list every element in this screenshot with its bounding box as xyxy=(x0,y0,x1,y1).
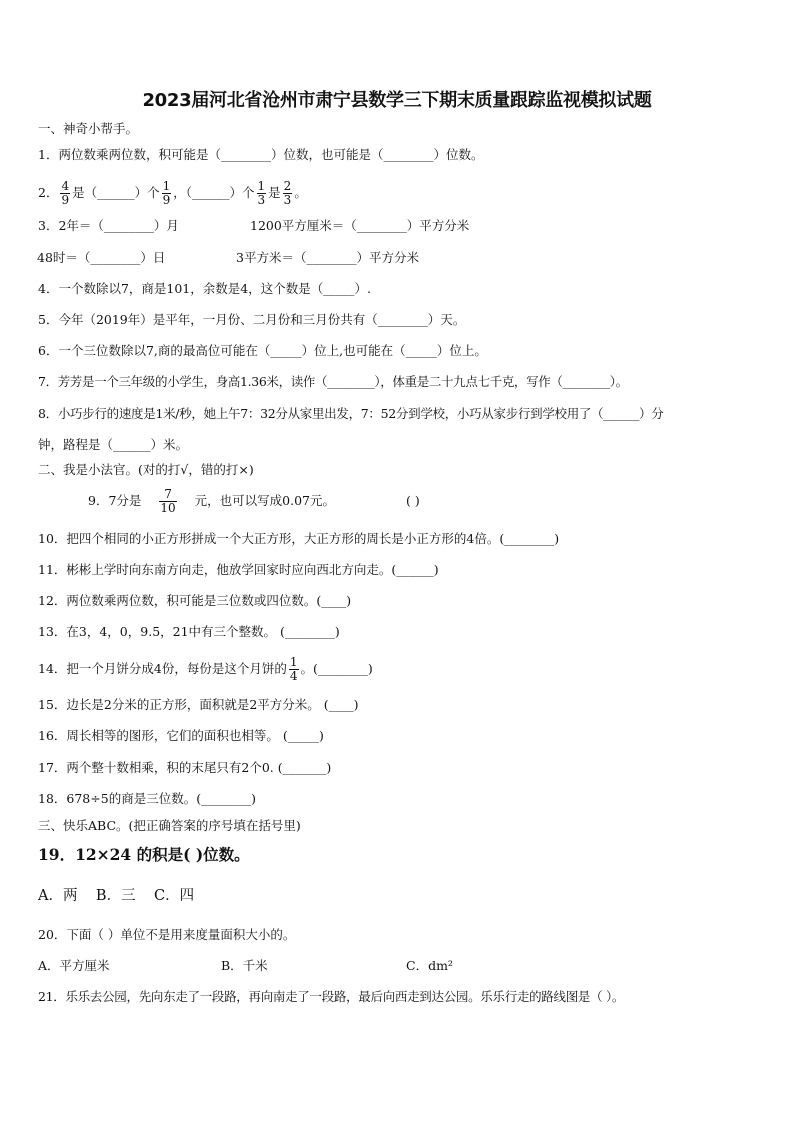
question-8-line-2: 钟，路程是（______）米。 xyxy=(38,437,189,452)
q9-answer: ( ) xyxy=(406,493,420,508)
option-a: A．平方厘米 xyxy=(38,958,110,973)
question-3-row-2 xyxy=(38,250,764,266)
fraction-1-9 xyxy=(162,180,172,207)
section-3-heading: 三、快乐ABC。(把正确答案的序号填在括号里) xyxy=(38,818,301,833)
question-14 xyxy=(38,652,764,686)
question-12: 12．两位数乘两位数，积可能是三位数或四位数。(____) xyxy=(38,593,352,608)
q9-text-b: 元，也可以写成0.07元。 xyxy=(194,493,335,508)
question-18: 18．678÷5的商是三位数。(________) xyxy=(38,791,256,806)
denominator: 3 xyxy=(257,193,266,207)
question-5: 5．今年（2019年）是平年，一月份、二月份和三月份共有（________）天。 xyxy=(38,312,466,327)
fraction-1-4 xyxy=(289,656,299,683)
numerator: 1 xyxy=(289,655,298,669)
section-1-heading: 一、神奇小帮手。 xyxy=(38,121,139,136)
question-1: 1．两位数乘两位数，积可能是（________）位数，也可能是（________）位数。 xyxy=(38,147,484,162)
numerator: 1 xyxy=(257,179,266,193)
denominator: 4 xyxy=(289,669,298,683)
denominator: 9 xyxy=(61,193,70,207)
option-c: C．dm² xyxy=(406,958,453,973)
question-4: 4．一个数除以7，商是101，余数是4，这个数是（_____）. xyxy=(38,281,371,296)
q3-part-b: 1200平方厘米＝（________）平方分米 xyxy=(250,218,470,233)
question-15: 15．边长是2分米的正方形，面积就是2平方分米。 (____) xyxy=(38,697,359,712)
question-13: 13．在3，4，0，9.5，21中有三个整数。 (________) xyxy=(38,624,340,639)
q3-part-c: 48时＝（________）日 xyxy=(37,250,166,265)
q14-text-a: 14．把一个月饼分成4份，每份是这个月饼的 xyxy=(38,661,287,676)
numerator: 1 xyxy=(162,179,171,193)
question-21: 21．乐乐去公园，先向东走了一段路，再向南走了一段路，最后向西走到达公园。乐乐行走的路线图是（ ）。 xyxy=(38,989,625,1004)
fraction-1-3 xyxy=(257,180,267,207)
question-17: 17．两个整十数相乘，积的末尾只有2个0. (_______) xyxy=(38,760,332,775)
question-20: 20．下面（ ）单位不是用来度量面积大小的。 xyxy=(38,927,296,942)
q3-part-d: 3平方米＝（________）平方分米 xyxy=(236,250,419,265)
q2-text-a: 是（______）个 xyxy=(72,185,160,200)
option-b: B．千米 xyxy=(221,958,268,973)
question-2 xyxy=(38,176,764,210)
q2-text-b: ，（______）个 xyxy=(173,185,255,200)
numerator: 7 xyxy=(164,487,172,501)
fraction-4-9 xyxy=(60,180,70,207)
numerator: 4 xyxy=(61,179,70,193)
question-9 xyxy=(88,484,764,518)
question-11: 11．彬彬上学时向东南方向走，他放学回家时应向西北方向走。(______) xyxy=(38,562,439,577)
denominator: 10 xyxy=(160,501,176,515)
question-19-options: A．两 B．三 C．四 xyxy=(38,888,195,904)
q2-end: 。 xyxy=(294,185,307,200)
q14-text-b: 。(________) xyxy=(300,661,373,676)
question-19: 19．12×24 的积是( )位数。 xyxy=(38,845,250,864)
q2-number: 2． xyxy=(38,185,59,200)
question-8-line-1: 8．小巧步行的速度是1米/秒，她上午7：32分从家里出发，7：52分到学校，小巧从家步行到学校用了（______）分 xyxy=(38,406,664,421)
question-6: 6．一个三位数除以7,商的最高位可能在（_____）位上,也可能在（_____）位上。 xyxy=(38,343,487,358)
question-20-options xyxy=(38,958,764,974)
denominator: 9 xyxy=(162,193,171,207)
section-2-heading: 二、我是小法官。(对的打√，错的打×) xyxy=(38,462,254,477)
fraction-2-3 xyxy=(283,180,293,207)
q2-text-c: 是 xyxy=(268,185,281,200)
q3-part-a: 3．2年＝（________）月 xyxy=(38,218,179,233)
question-7: 7．芳芳是一个三年级的小学生，身高1.36米，读作（________），体重是二十九点七千克，写作（________）。 xyxy=(38,374,628,389)
q9-text-a: 9．7分是 xyxy=(88,493,142,508)
numerator: 2 xyxy=(283,179,292,193)
question-3-row-1 xyxy=(38,218,764,234)
fraction-7-10 xyxy=(159,488,176,515)
denominator: 3 xyxy=(283,193,292,207)
question-10: 10．把四个相同的小正方形拼成一个大正方形，大正方形的周长是小正方形的4倍。(________) xyxy=(38,531,560,546)
question-16: 16．周长相等的图形，它们的面积也相等。 (_____) xyxy=(38,728,324,743)
page-title: 2023届河北省沧州市肃宁县数学三下期末质量跟踪监视模拟试题 xyxy=(142,90,652,111)
